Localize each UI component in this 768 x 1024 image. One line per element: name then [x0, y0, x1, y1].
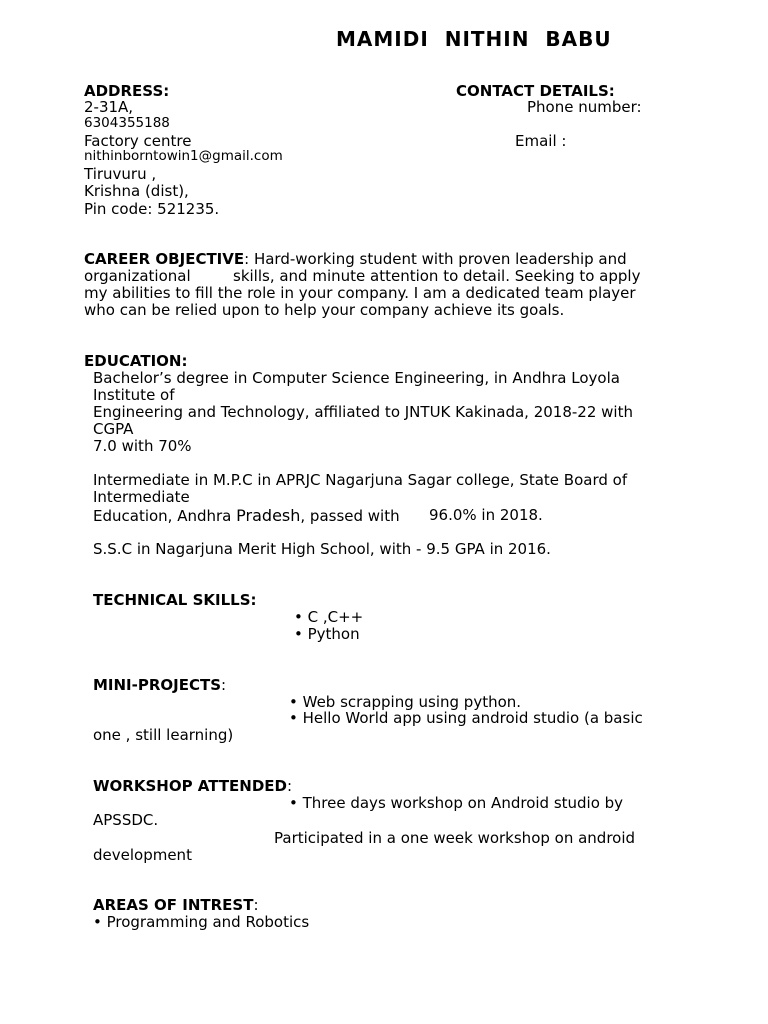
- name-middle: NITHIN: [444, 27, 530, 51]
- inter-text-b: Pradesh: [236, 506, 301, 525]
- workshop-title: [93, 779, 292, 794]
- inter-line-2: Intermediate: [93, 488, 190, 506]
- education-heading: EDUCATION:: [84, 352, 188, 370]
- address-heading: ADDRESS:: [84, 82, 170, 100]
- interests-heading: AREAS OF INTREST: [93, 896, 254, 914]
- mini-projects-colon: :: [221, 676, 227, 694]
- career-line-2a: organizational: [84, 267, 191, 285]
- degree-line-2: Institute of: [93, 386, 175, 404]
- interests-colon: :: [253, 896, 259, 914]
- ssc-line: S.S.C in Nagarjuna Merit High School, with - 9.5 GPA in 2016.: [93, 540, 551, 558]
- inter-result: 96.0% in 2018.: [429, 506, 543, 524]
- workshop-item-continued: development: [93, 846, 192, 864]
- degree-line-4: CGPA: [93, 420, 134, 438]
- contact-heading: CONTACT DETAILS:: [456, 82, 615, 100]
- workshop-colon: :: [287, 777, 293, 795]
- project-item: • Hello World app using android studio (a basic: [289, 709, 643, 727]
- career-line-4: who can be relied upon to help your company achieve its goals.: [84, 301, 565, 319]
- degree-line-5: 7.0 with 70%: [93, 437, 192, 455]
- phone-number: 6304355188: [84, 115, 170, 131]
- inter-line-1: Intermediate in M.P.C in APRJC Nagarjuna Sagar college, State Board of: [93, 471, 628, 489]
- address-line-2: Factory centre: [84, 132, 192, 150]
- resume-name: [336, 29, 612, 49]
- workshop-heading: WORKSHOP ATTENDED: [93, 777, 287, 795]
- email-address: nithinborntowin1@gmail.com: [84, 148, 283, 164]
- career-line-2b: skills, and minute attention to detail. Seeking to apply: [233, 267, 641, 285]
- project-item: • Web scrapping using python.: [289, 693, 522, 711]
- interests-title: [93, 898, 259, 913]
- degree-line-1: Bachelor’s degree in Computer Science Engineering, in Andhra Loyola: [93, 369, 620, 387]
- workshop-item: • Three days workshop on Android studio by: [289, 794, 624, 812]
- workshop-item: Participated in a one week workshop on android: [274, 829, 636, 847]
- address-line-1: 2-31A,: [84, 98, 134, 116]
- project-item-continued: one , still learning): [93, 726, 234, 744]
- phone-label: Phone number:: [527, 98, 642, 116]
- inter-line-3: [93, 508, 400, 524]
- inter-text-c: , passed with: [300, 507, 400, 525]
- career-line-1: [84, 252, 627, 267]
- address-line-3: Tiruvuru ,: [84, 165, 157, 183]
- technical-skills-heading: TECHNICAL SKILLS:: [93, 591, 257, 609]
- name-last: BABU: [545, 27, 612, 51]
- workshop-item-continued: APSSDC.: [93, 811, 159, 829]
- inter-text-a: Education, Andhra: [93, 507, 232, 525]
- mini-projects-title: [93, 678, 226, 693]
- skill-item: • C ,C++: [294, 608, 364, 626]
- career-text-1: : Hard-working student with proven leadership and: [244, 250, 627, 268]
- name-first: MAMIDI: [336, 27, 429, 51]
- address-line-4: Krishna (dist),: [84, 182, 189, 200]
- skill-item: • Python: [294, 625, 360, 643]
- address-line-5: Pin code: 521235.: [84, 200, 220, 218]
- interest-item: • Programming and Robotics: [93, 913, 310, 931]
- career-heading: CAREER OBJECTIVE: [84, 250, 245, 268]
- career-line-3: my abilities to fill the role in your company. I am a dedicated team player: [84, 284, 636, 302]
- email-label: Email :: [515, 132, 567, 150]
- mini-projects-heading: MINI-PROJECTS: [93, 676, 222, 694]
- degree-line-3: Engineering and Technology, affiliated to JNTUK Kakinada, 2018-22 with: [93, 403, 633, 421]
